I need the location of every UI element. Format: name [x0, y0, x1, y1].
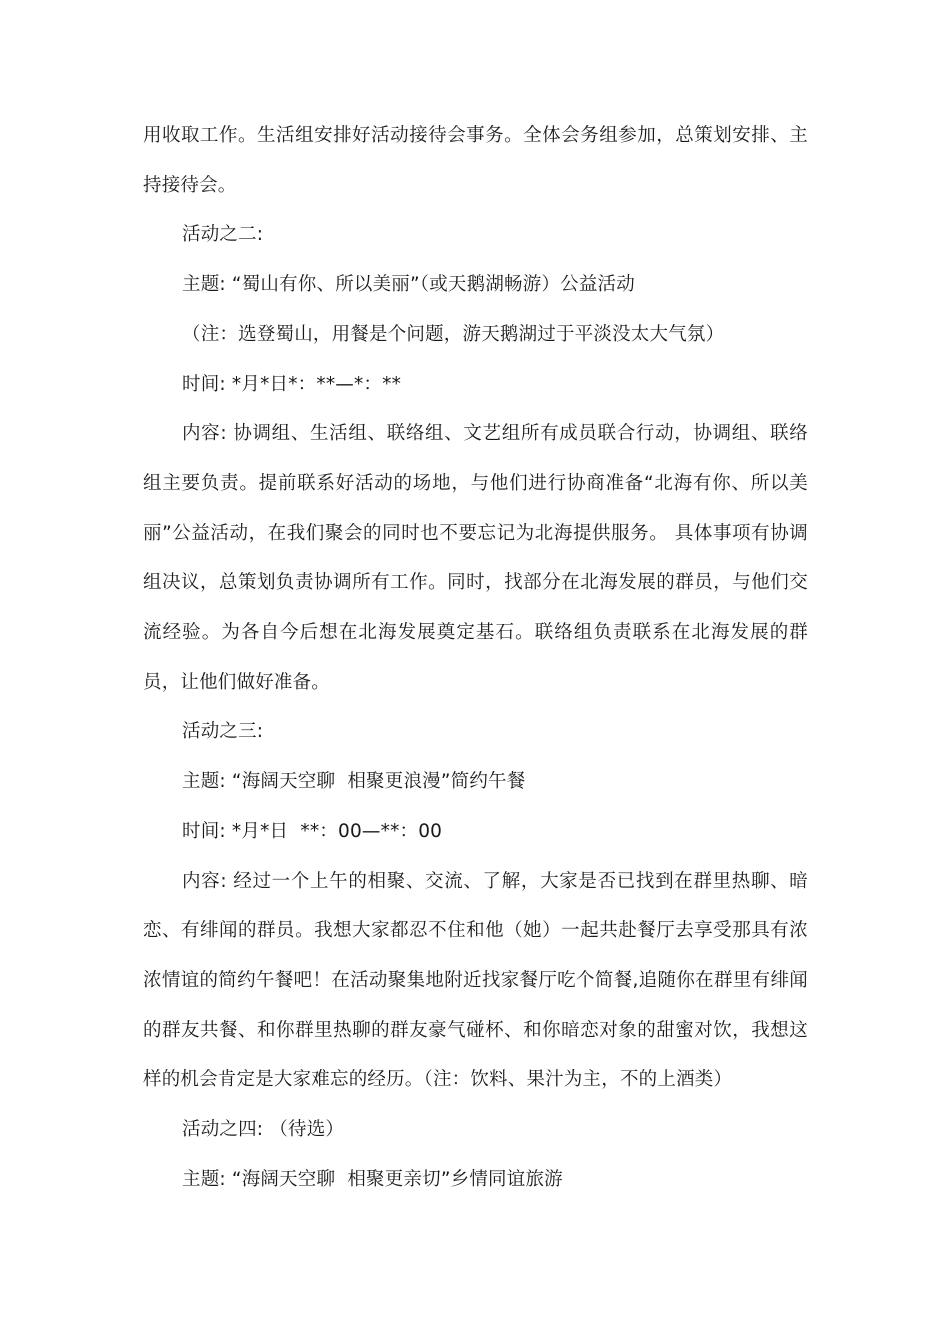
activity-2-theme: 主题: “蜀山有你、所以美丽”（或天鹅湖畅游）公益活动	[182, 274, 635, 296]
activity-3-content: 内容: 经过一个上午的相聚、交流、了解，大家是否已找到在群里热聊、暗恋、有绯闻的群员。我想大家都忍不住和他（她）一起共赴餐厅去享受那具有浓浓情谊的简约午餐吧！在活动聚集地附近找家餐厅吃个简餐,追随你在群里有绯闻的群友共餐、和你群里热聊的群友豪气碰杯、和你暗恋对象的甜蜜对饮，我想这样的机会肯定是大家难忘的经历。（注：饮料、果汁为主，不的上酒类）	[143, 870, 808, 1091]
activity-3-time: 时间: *月*日 **：00—**：00	[182, 820, 443, 842]
activity-3-heading: 活动之三:	[182, 721, 264, 743]
document-page	[143, 111, 808, 1204]
activity-2-heading: 活动之二:	[182, 224, 264, 246]
activity-2-content: 内容: 协调组、生活组、联络组、文艺组所有成员联合行动，协调组、联络组主要负责。提前联系好活动的场地，与他们进行协商准备“北海有你、所以美丽”公益活动，在我们聚会的同时也不要忘记为北海提供服务。 具体事项有协调组决议，总策划负责协调所有工作。同时，找部分在北海发展的群员，与他们交流经验。为各自今后想在北海发展奠定基石。联络组负责联系在北海发展的群员，让他们做好准备。	[143, 423, 808, 693]
activity-2-note: （注：选登蜀山，用餐是个问题，游天鹅湖过于平淡没太大气氛）	[182, 323, 725, 345]
activity-3-theme: 主题: “海阔天空聊 相聚更浪漫”简约午餐	[182, 771, 526, 793]
paragraph-continuation: 用收取工作。生活组安排好活动接待会事务。全体会务组参加，总策划安排、主持接待会。	[143, 125, 808, 196]
activity-4-heading: 活动之四: （待选）	[182, 1119, 345, 1141]
activity-4-theme: 主题: “海阔天空聊 相聚更亲切”乡情同谊旅游	[182, 1168, 563, 1190]
activity-2-time: 时间: *月*日*：**—*：**	[182, 373, 402, 395]
